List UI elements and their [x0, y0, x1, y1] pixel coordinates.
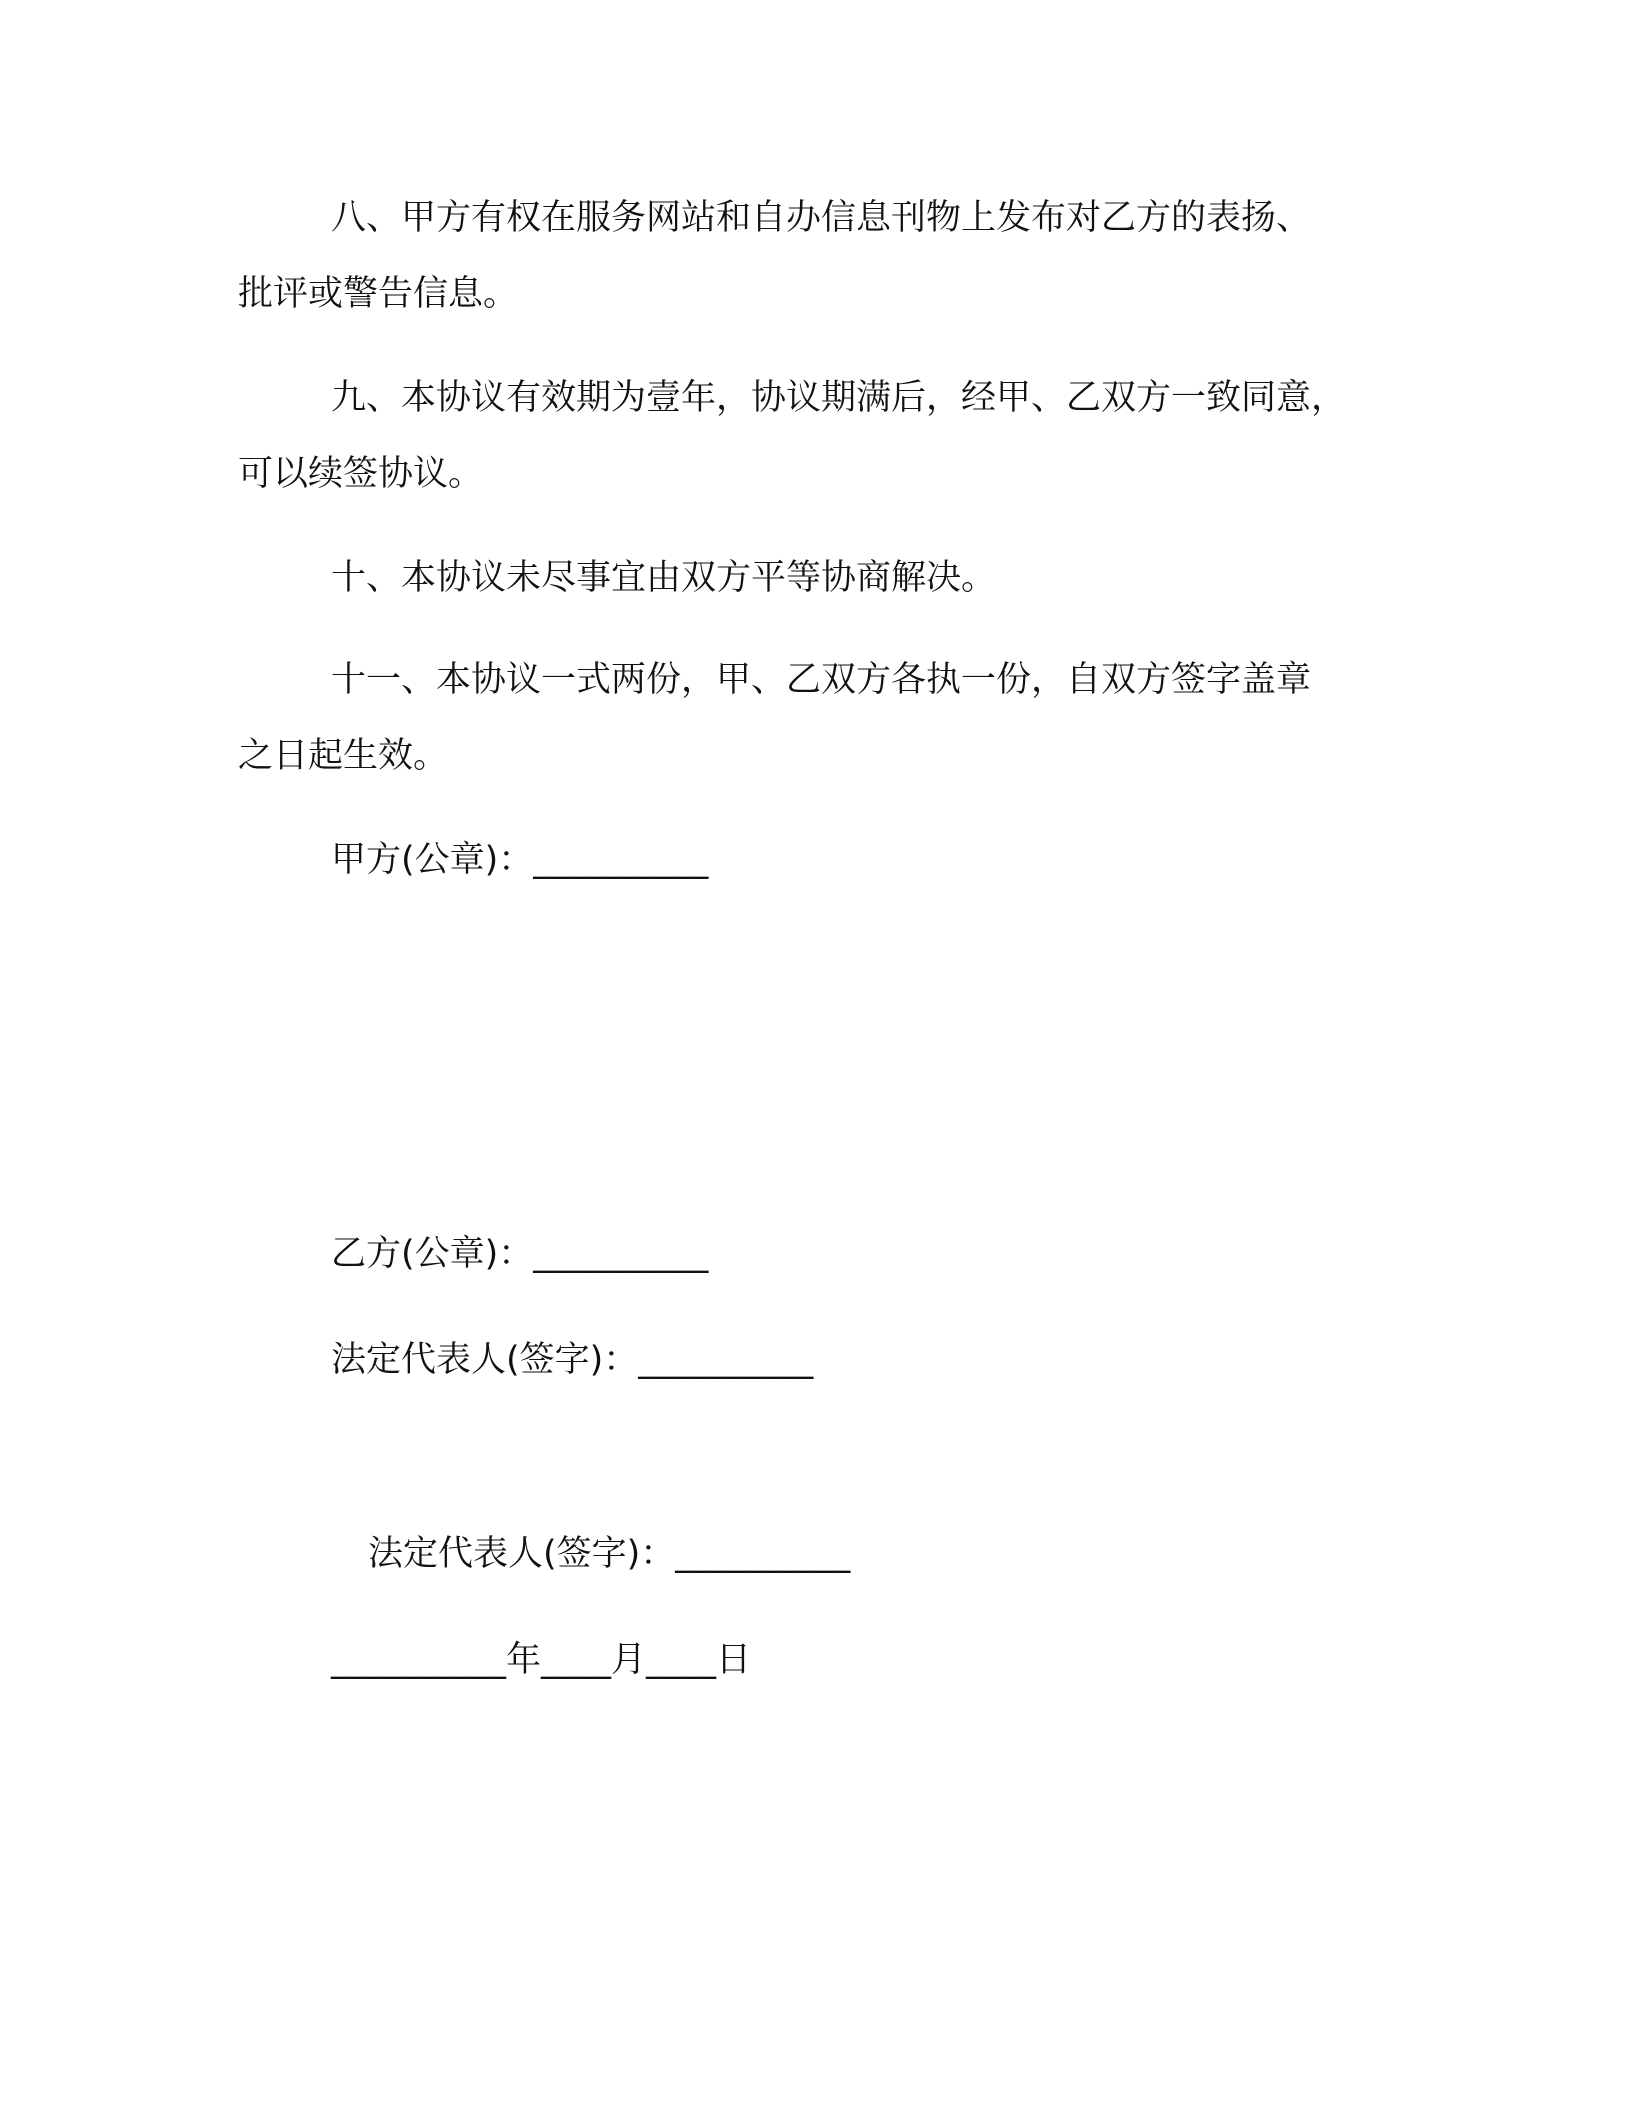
- clause-10-line-1: 十、本协议未尽事宜由双方平等协商解决。: [331, 558, 997, 598]
- clause-9-line-2: 可以续签协议。: [238, 454, 484, 494]
- date-line: __________年____月____日: [331, 1640, 752, 1680]
- clause-8-line-1: 八、甲方有权在服务网站和自办信息刊物上发布对乙方的表扬、: [331, 198, 1312, 238]
- legal-representative-signature-line-2: 法定代表人(签字)：__________: [368, 1534, 851, 1574]
- clause-8-line-2: 批评或警告信息。: [238, 274, 519, 314]
- legal-representative-signature-line: 法定代表人(签字)：__________: [331, 1340, 814, 1380]
- party-b-seal-line: 乙方(公章)：__________: [331, 1234, 709, 1274]
- clause-11-line-1: 十一、本协议一式两份，甲、乙双方各执一份，自双方签字盖章: [331, 660, 1312, 700]
- clause-9-line-1: 九、本协议有效期为壹年，协议期满后，经甲、乙双方一致同意，: [331, 378, 1347, 418]
- clause-11-line-2: 之日起生效。: [238, 736, 449, 776]
- party-a-seal-line: 甲方(公章)：__________: [331, 840, 709, 880]
